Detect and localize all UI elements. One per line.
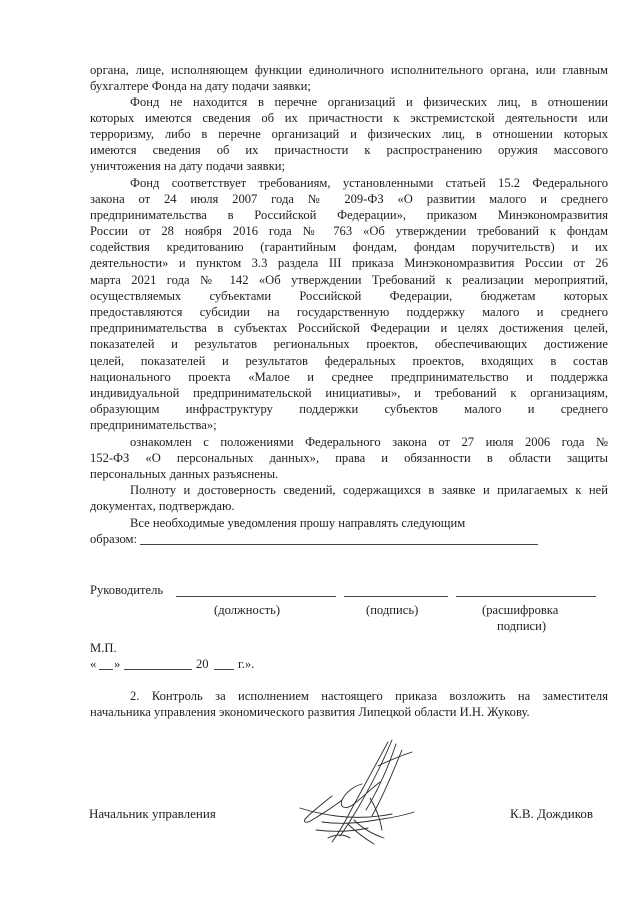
- text-line: уничтожения на дату подачи заявки;: [90, 159, 285, 173]
- caption-decode-1: (расшифровка: [482, 603, 559, 617]
- text-line: предпринимательства в Российской Федерации», приказом Минэкономразвития: [90, 208, 608, 222]
- text-line: содействия кредитованию (гарантийным фондам, фондам поручительств) и их: [90, 240, 608, 254]
- text-line: деятельности» и пунктом 3.3 раздела III приказа Минэкономразвития России от 26: [90, 256, 608, 270]
- date-year-suffix: г.».: [238, 657, 255, 671]
- footer-position: Начальник управления: [89, 806, 216, 821]
- text-line: Фонд соответствует требованиям, установленными статьей 15.2 Федерального: [130, 176, 608, 190]
- stamp-place: М.П.: [90, 641, 117, 655]
- text-line: образом:: [90, 532, 138, 546]
- text-line: документах, подтверждаю.: [90, 499, 235, 513]
- text-line: предоставляются субсидии на государственную поддержку малого и среднего: [90, 305, 608, 319]
- text-line: персональных данных разъяснены.: [90, 467, 279, 481]
- date-month-blank: [124, 669, 192, 670]
- caption-signature: (подпись): [366, 603, 419, 617]
- text-line: предпринимательства в субъектах Российской Федерации и целях достижения целей,: [90, 321, 608, 335]
- text-line: предпринимательства»;: [90, 418, 217, 432]
- decode-blank-line: [456, 596, 596, 597]
- date-year-blank: [214, 669, 234, 670]
- handwritten-signature: [292, 738, 420, 850]
- text-line: национального проекта «Малое и среднее предпринимательство и поддержка: [90, 370, 608, 384]
- text-line: России от 28 ноября 2016 года № 763 «Об утверждении требований к фондам: [90, 224, 608, 238]
- date-open-quote: «: [90, 657, 97, 671]
- caption-decode-2: подписи): [497, 619, 547, 633]
- position-blank-line: [176, 596, 336, 597]
- text-line: осуществляемых субъектами Российской Федерации, бюджетам которых: [90, 289, 608, 303]
- caption-position: (должность): [214, 603, 281, 617]
- text-line: Фонд не находится в перечне организаций и физических лиц, в отношении: [130, 95, 608, 109]
- text-line: терроризму, либо в перечне организаций и физических лиц, в отношении которых: [90, 127, 608, 141]
- text-line: образующим инфраструктуру поддержки субъектов малого и среднего: [90, 402, 608, 416]
- address-blank-line: [140, 544, 538, 545]
- text-line: ознакомлен с положениями Федерального закона от 27 июля 2006 года №: [130, 435, 608, 449]
- text-line: закона от 24 июля 2007 года № 209-ФЗ «О развитии малого и среднего: [90, 192, 608, 206]
- text-line: показателей и результатов региональных проектов, обеспечивающих достижение: [90, 337, 608, 351]
- text-line: марта 2021 года № 142 «Об утверждении Требований к реализации мероприятий,: [90, 273, 608, 287]
- signature-blank-line: [344, 596, 448, 597]
- text-line: бухгалтере Фонда на дату подачи заявки;: [90, 79, 311, 93]
- text-line: целей, показателей и результатов федеральных проектов, входящих в состав: [90, 354, 608, 368]
- text-line: имеются сведения об их причастности к распространению оружия массового: [90, 143, 608, 157]
- footer-name: К.В. Дождиков: [510, 806, 593, 821]
- date-close-quote: »: [114, 657, 121, 671]
- text-line: индивидуальной предпринимательской инициативы», и требований к организациям,: [90, 386, 608, 400]
- text-line: 2. Контроль за исполнением настоящего приказа возложить на заместителя: [130, 689, 608, 703]
- date-year-prefix: 20: [196, 657, 209, 671]
- text-line: органа, лице, исполняющем функции единоличного исполнительного органа, или главным: [90, 63, 608, 77]
- text-line: Полноту и достоверность сведений, содержащихся в заявке и прилагаемых к ней: [130, 483, 608, 497]
- head-label: Руководитель: [90, 583, 164, 597]
- text-line: Все необходимые уведомления прошу направлять следующим: [130, 516, 466, 530]
- text-line: начальника управления экономического развития Липецкой области И.Н. Жукову.: [90, 705, 530, 719]
- text-line: 152-ФЗ «О персональных данных», права и обязанности в области защиты: [90, 451, 608, 465]
- text-line: которых имеются сведения об их причастности к экстремистской деятельности или: [90, 111, 608, 125]
- date-day-blank: [99, 669, 113, 670]
